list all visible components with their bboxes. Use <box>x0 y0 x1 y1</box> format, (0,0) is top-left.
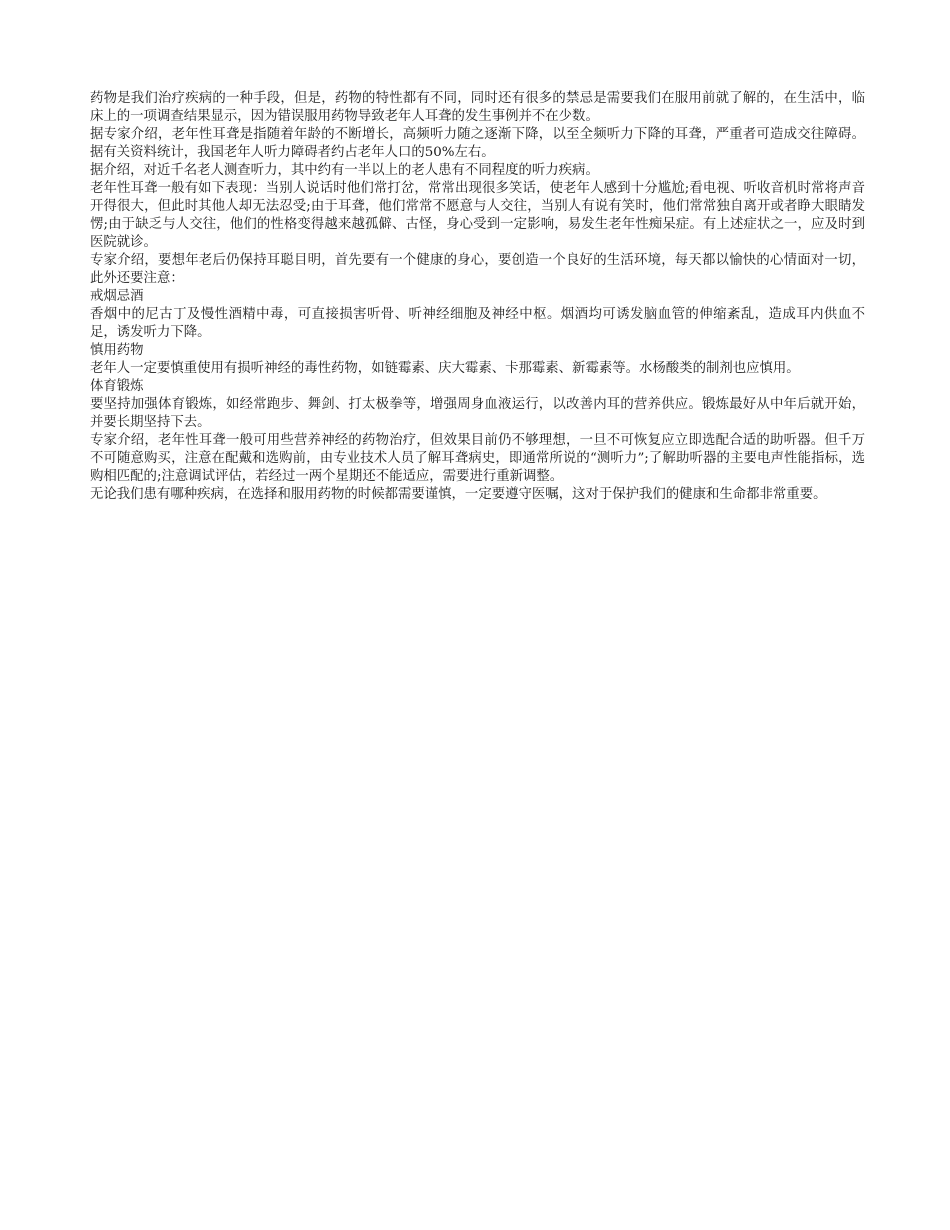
section-heading-medication: 慎用药物 <box>90 343 144 358</box>
paragraph-symptoms: 老年性耳聋一般有如下表现：当别人说话时他们常打岔，常常出现很多笑话，使老年人感到十分尴尬;看电视、听收音机时常将声音开得很大，但此时其他人却无法忍受;由于耳聋，他们常常不愿意与人交往，当别人有说有笑时，他们常常独自离开或者睁大眼睛发愣;由于缺乏与人交往，他们的性格变得越来越孤僻、古怪，身心受到一定影响，易发生老年性痴呆症。有上述症状之一，应及时到医院就诊。 <box>90 181 865 250</box>
section-heading-exercise: 体育锻炼 <box>90 379 144 394</box>
paragraph-conclusion: 无论我们患有哪种疾病，在选择和服用药物的时候都需要谨慎，一定要遵守医嘱，这对于保护我们的健康和生命都非常重要。 <box>90 487 827 502</box>
paragraph-quit-smoking: 香烟中的尼古丁及慢性酒精中毒，可直接损害听骨、听神经细胞及神经中枢。烟酒均可诱发脑血管的伸缩紊乱，造成耳内供血不足，诱发听力下降。 <box>90 307 865 340</box>
paragraph-exercise: 要坚持加强体育锻炼，如经常跑步、舞剑、打太极拳等，增强周身血液运行，以改善内耳的营养供应。锻炼最好从中年后就开始，并要长期坚持下去。 <box>90 397 865 430</box>
paragraph-hearing-aid: 专家介绍，老年性耳聋一般可用些营养神经的药物治疗，但效果目前仍不够理想，一旦不可恢复应立即选配合适的助听器。但千万不可随意购买，注意在配戴和选购前，由专业技术人员了解耳聋病史，即通常所说的“测听力”;了解助听器的主要电声性能指标，选购相匹配的;注意调试评估，若经过一两个星期还不能适应，需要进行重新调整。 <box>90 433 865 484</box>
paragraph-survey: 据介绍，对近千名老人测查听力，其中约有一半以上的老人患有不同程度的听力疾病。 <box>90 163 599 178</box>
paragraph-definition: 据专家介绍，老年性耳聋是指随着年龄的不断增长，高频听力随之逐渐下降，以至全频听力下降的耳聋，严重者可造成交往障碍。据有关资料统计，我国老年人听力障碍者约占老年人口的50%左右。 <box>90 127 865 160</box>
paragraph-intro: 药物是我们治疗疾病的一种手段，但是，药物的特性都有不同，同时还有很多的禁忌是需要我们在服用前就了解的，在生活中，临床上的一项调查结果显示，因为错误服用药物导致老年人耳聋的发生事例并不在少数。 <box>90 91 865 124</box>
paragraph-advice: 专家介绍，要想年老后仍保持耳聪目明，首先要有一个健康的身心，要创造一个良好的生活环境，每天都以愉快的心情面对一切，此外还要注意： <box>90 253 865 286</box>
paragraph-medication: 老年人一定要慎重使用有损听神经的毒性药物，如链霉素、庆大霉素、卡那霉素、新霉素等。水杨酸类的制剂也应慎用。 <box>90 361 800 376</box>
document-body <box>90 90 865 504</box>
section-heading-quit-smoking: 戒烟忌酒 <box>90 289 144 304</box>
